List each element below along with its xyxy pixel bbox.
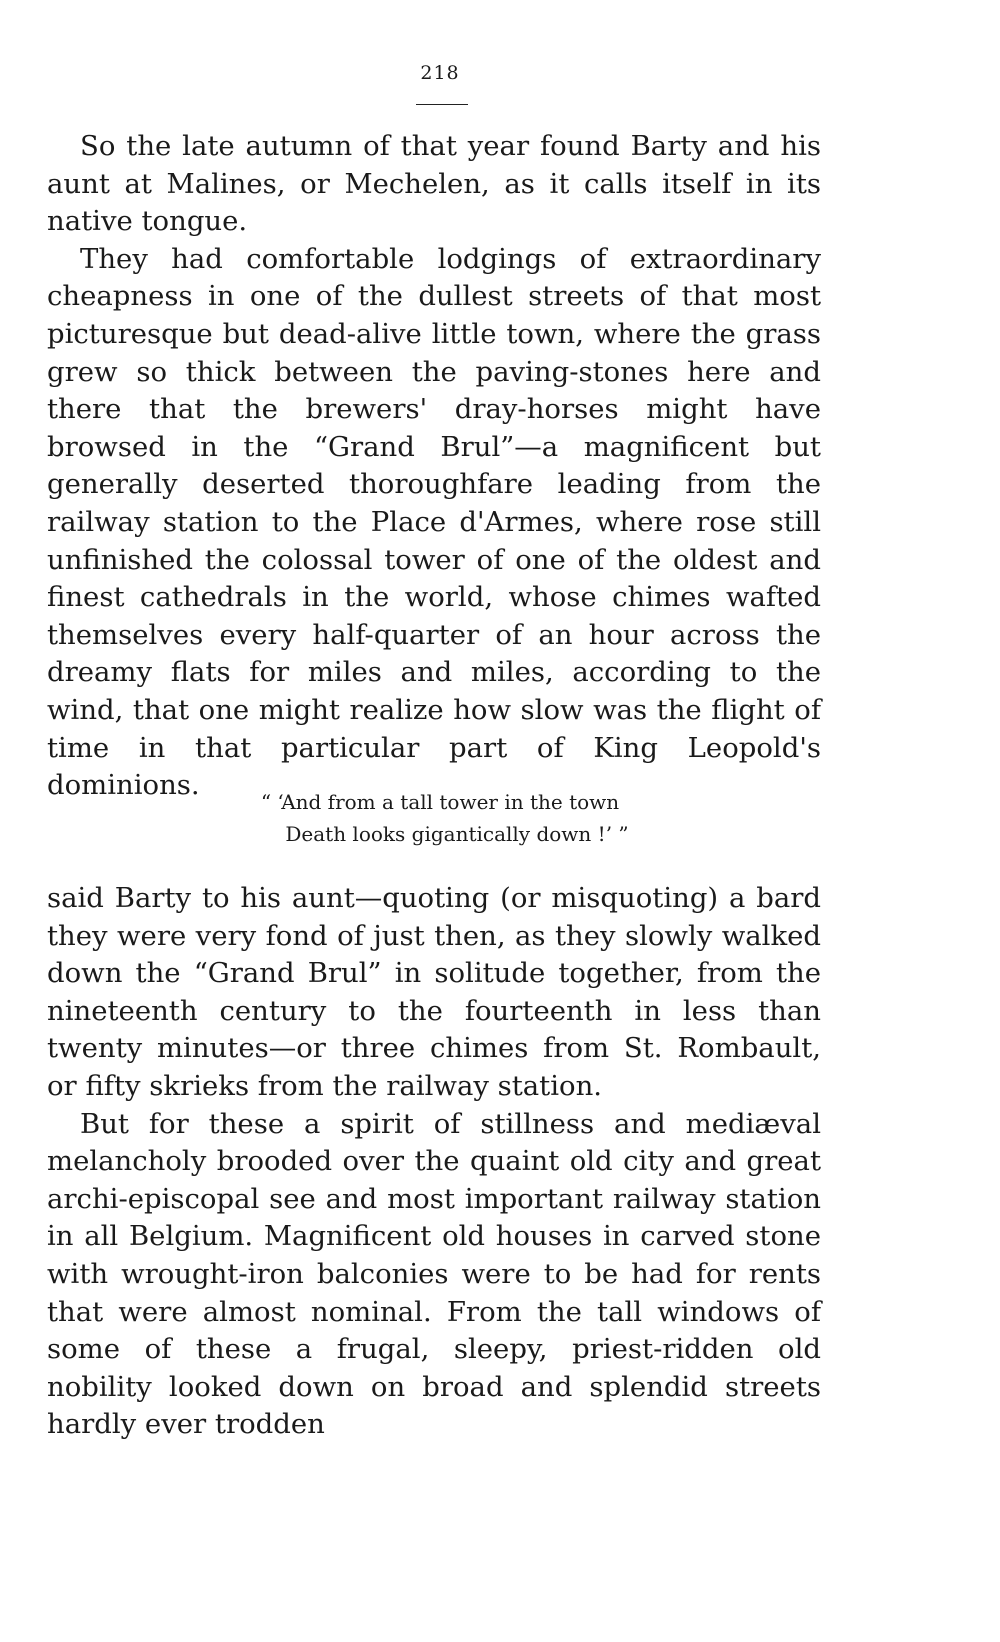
page-number-rule xyxy=(416,104,468,105)
paragraph-lodgings: They had comfortable lodgings of extraordinary cheapness in one of the dullest streets of that most picturesque but dead-alive little town, where the grass grew so thick between the paving-stones here and there that the brewers' dray-horses might have browsed in the “Grand Brul”—a magnificent but generally deserted thoroughfare leading from the railway station to the Place d'Armes, where rose still unfinished the colossal tower of one of the oldest and finest cathedrals in the world, whose chimes wafted themselves every half-quarter of an hour across the dreamy flats for miles and miles, according to the wind, that one might realize how slow was the flight of time in that particular part of King Leopold's dominions. xyxy=(47,242,821,802)
verse-line-1: “ ‘And from a tall tower in the town xyxy=(260,790,620,814)
paragraph-stillness: But for these a spirit of stillness and mediæval melancholy brooded over the quaint old city and great archi-episcopal see and most important railway station in all Belgium. Magnificent old houses in carved stone with wrought-iron balconies were to be had for rents that were almost nominal. From the tall windows of some of these a frugal, sleepy, priest-ridden old nobility looked down on broad and splendid streets hardly ever trodden xyxy=(47,1107,821,1441)
page-number: 218 xyxy=(420,62,460,84)
paragraph-malines: So the late autumn of that year found Barty and his aunt at Malines, or Mechelen, as it calls itself in its native tongue. xyxy=(47,130,821,238)
paragraph-said-barty: said Barty to his aunt—quoting (or misquoting) a bard they were very fond of just then, as they slowly walked down the “Grand Brul” in solitude together, from the nineteenth century to the fourteenth in less than twenty minutes—or three chimes from St. Rombault, or fifty skrieks from the railway station. xyxy=(47,882,821,1102)
body-text-upper xyxy=(47,128,821,805)
body-text-lower xyxy=(47,880,821,1444)
verse-line-2: Death looks gigantically down !’ ” xyxy=(285,822,629,846)
verse-quotation xyxy=(0,786,880,850)
